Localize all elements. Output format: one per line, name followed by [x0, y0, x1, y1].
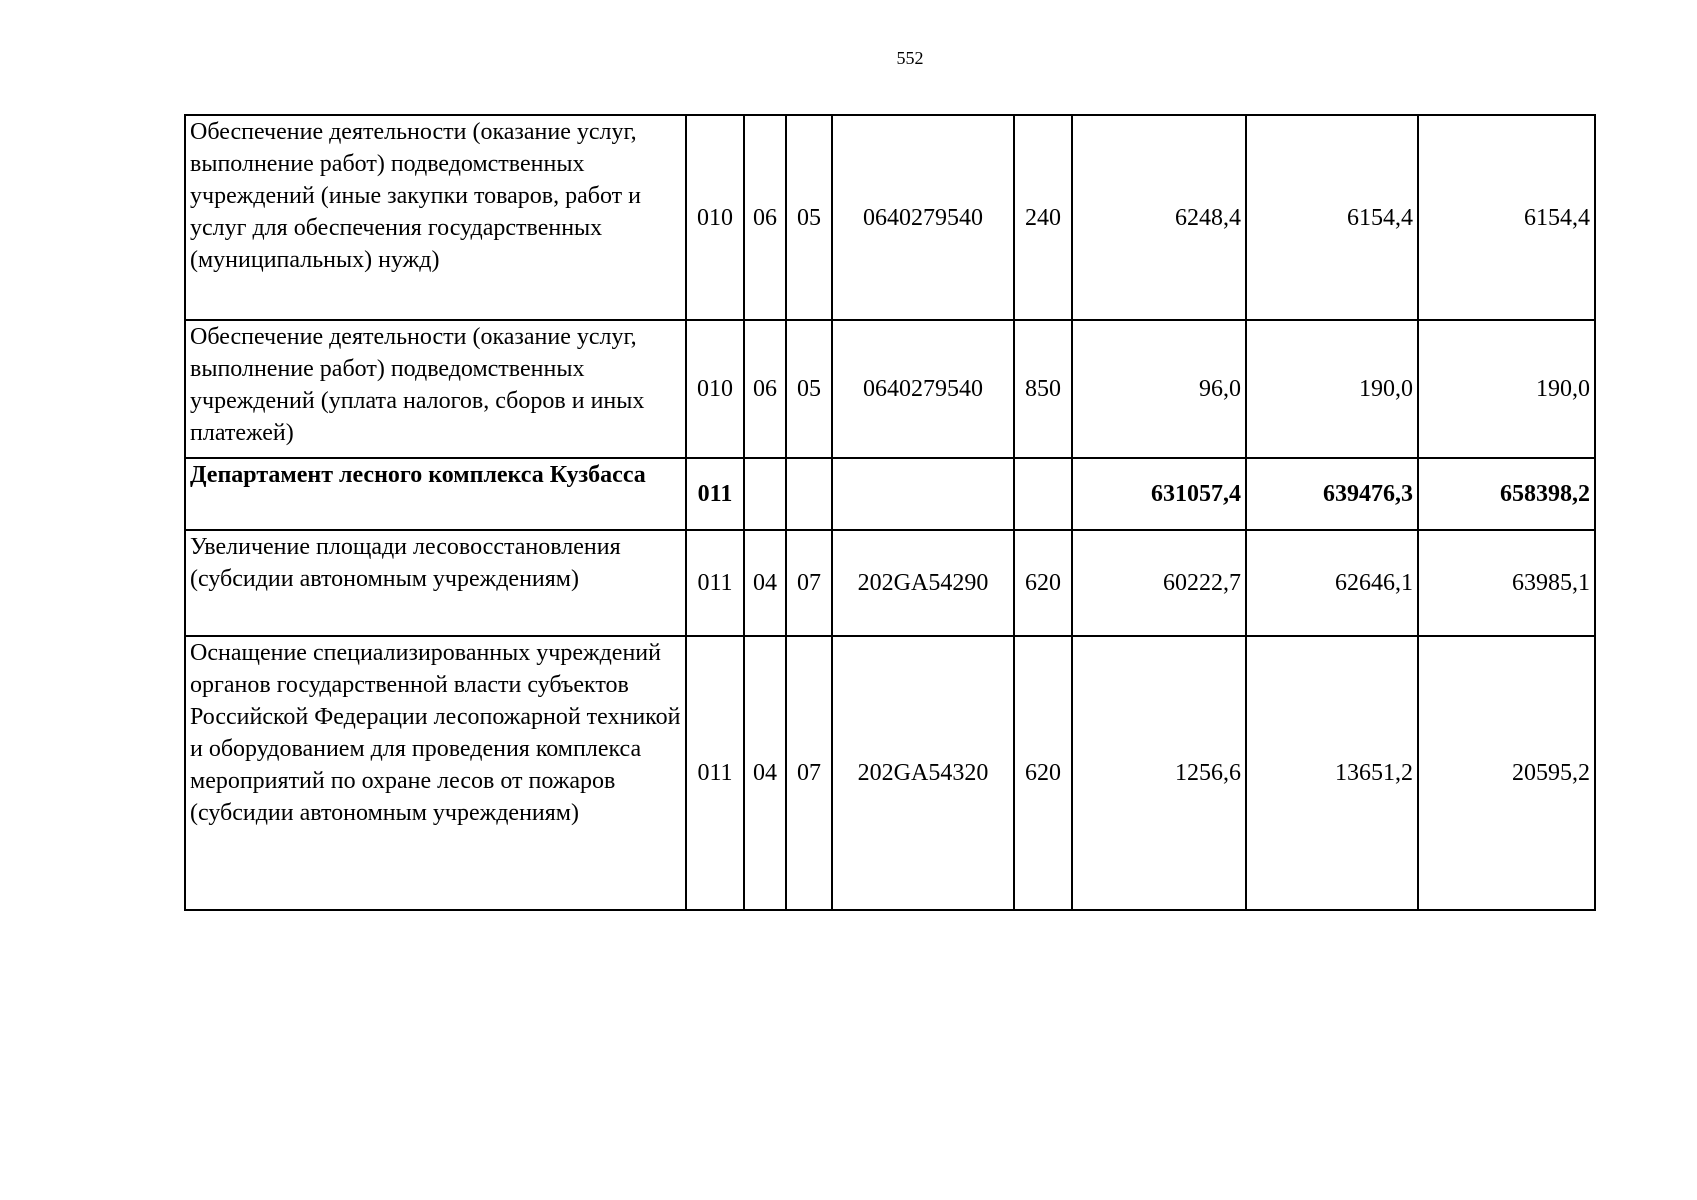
section-cell: 04 [744, 636, 786, 910]
amount-3-cell: 6154,4 [1418, 115, 1595, 320]
gov-code-cell: 011 [686, 458, 744, 530]
page-number: 552 [896, 48, 924, 68]
row-name-cell: Департамент лесного комплекса Кузбасса [185, 458, 686, 530]
expense-type-cell [1014, 458, 1072, 530]
amount-3-cell: 63985,1 [1418, 530, 1595, 636]
section-cell [744, 458, 786, 530]
section-cell: 06 [744, 115, 786, 320]
expense-type-cell: 620 [1014, 530, 1072, 636]
amount-2-cell: 190,0 [1246, 320, 1418, 458]
table-row [185, 530, 1595, 636]
target-item-cell [832, 458, 1014, 530]
amount-3-cell: 20595,2 [1418, 636, 1595, 910]
subsection-cell: 05 [786, 320, 832, 458]
amount-2-cell: 6154,4 [1246, 115, 1418, 320]
subsection-cell: 07 [786, 636, 832, 910]
gov-code-cell: 011 [686, 636, 744, 910]
amount-1-cell: 96,0 [1072, 320, 1246, 458]
section-cell: 06 [744, 320, 786, 458]
target-item-cell: 0640279540 [832, 320, 1014, 458]
gov-code-cell: 010 [686, 115, 744, 320]
section-cell: 04 [744, 530, 786, 636]
amount-1-cell: 6248,4 [1072, 115, 1246, 320]
amount-3-cell: 190,0 [1418, 320, 1595, 458]
target-item-cell: 202GA54320 [832, 636, 1014, 910]
target-item-cell: 202GA54290 [832, 530, 1014, 636]
target-item-cell: 0640279540 [832, 115, 1014, 320]
amount-1-cell: 631057,4 [1072, 458, 1246, 530]
subsection-cell: 05 [786, 115, 832, 320]
amount-3-cell: 658398,2 [1418, 458, 1595, 530]
budget-table [184, 114, 1596, 911]
row-name-cell: Обеспечение деятельности (оказание услуг, выполнение работ) подведомственных учреждений (иные закупки товаров, работ и услуг для обеспечения государственных (муниципальных) нужд) [185, 115, 686, 320]
amount-2-cell: 639476,3 [1246, 458, 1418, 530]
subsection-cell: 07 [786, 530, 832, 636]
expense-type-cell: 620 [1014, 636, 1072, 910]
amount-2-cell: 13651,2 [1246, 636, 1418, 910]
table-row [185, 636, 1595, 910]
gov-code-cell: 010 [686, 320, 744, 458]
row-name-cell: Оснащение специализированных учреждений органов государственной власти субъектов Российской Федерации лесопожарной техникой и оборудованием для проведения комплекса мероприятий по охране лесов от пожаров (субсидии автономным учреждениям) [185, 636, 686, 910]
expense-type-cell: 850 [1014, 320, 1072, 458]
table-row-department [185, 458, 1595, 530]
amount-2-cell: 62646,1 [1246, 530, 1418, 636]
expense-type-cell: 240 [1014, 115, 1072, 320]
amount-1-cell: 1256,6 [1072, 636, 1246, 910]
row-name-cell: Обеспечение деятельности (оказание услуг, выполнение работ) подведомственных учреждений (уплата налогов, сборов и иных платежей) [185, 320, 686, 458]
table-row [185, 320, 1595, 458]
subsection-cell [786, 458, 832, 530]
table-row [185, 115, 1595, 320]
gov-code-cell: 011 [686, 530, 744, 636]
amount-1-cell: 60222,7 [1072, 530, 1246, 636]
row-name-cell: Увеличение площади лесовосстановления (субсидии автономным учреждениям) [185, 530, 686, 636]
